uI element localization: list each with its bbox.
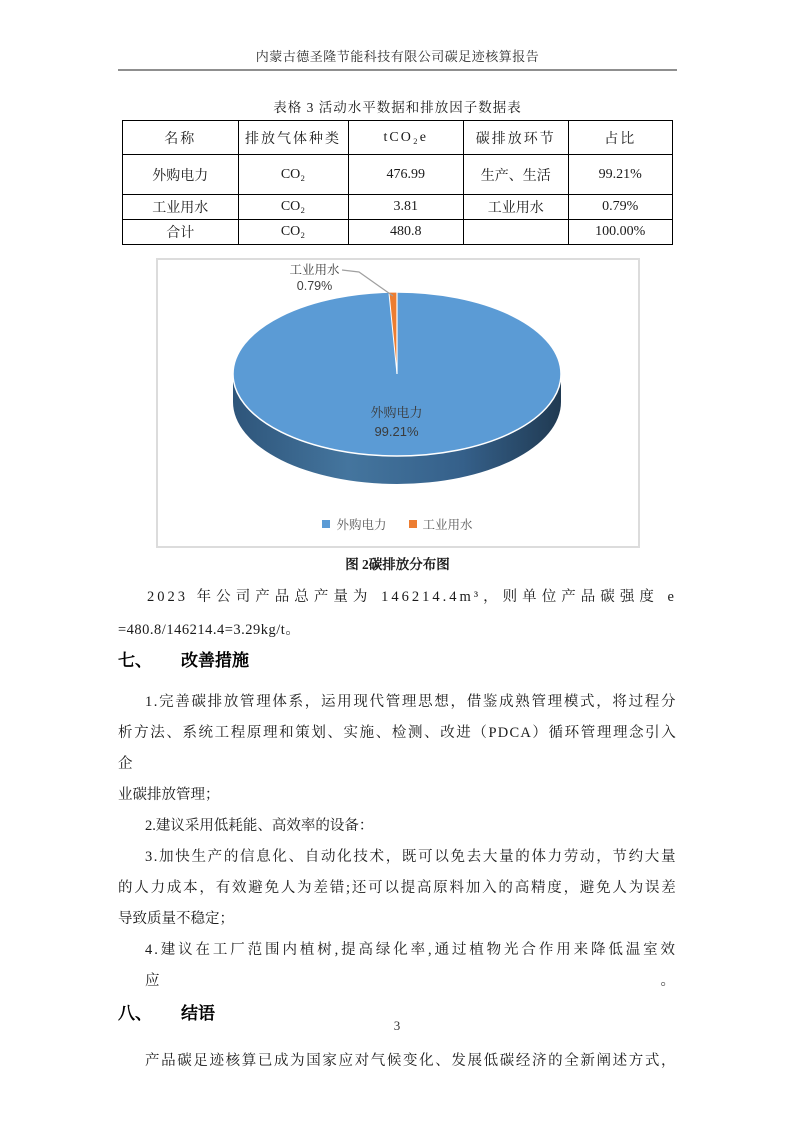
section-heading-improvements [118, 649, 677, 673]
table-header-row [123, 121, 673, 155]
heading-title: 结语 [181, 1004, 215, 1023]
column-header-name: 名称 [123, 121, 239, 155]
paragraph-line: 业碳排放管理； [118, 787, 220, 803]
paragraph-line: 1.完善碳排放管理体系，运用现代管理思想，借鉴成熟管理模式，将过程分 [145, 694, 677, 710]
figure-caption: 图 2碳排放分布图 [345, 557, 450, 572]
cell-name: 工业用水 [123, 195, 239, 220]
callout-value: 0.79% [296, 279, 333, 293]
heading-number: 八、 [118, 1004, 152, 1023]
pie-inner-label-electricity [341, 403, 453, 441]
legend-swatch-blue-icon [322, 520, 330, 528]
paragraph-line: 4.建议在工厂范围内植树,提高绿化率,通过植物光合作用来降低温室效应。 [145, 942, 677, 989]
cell-gas: CO₂ [238, 195, 348, 220]
cell-stage: 生产、生活 [464, 155, 569, 195]
column-header-tco2e: tCO₂e [348, 121, 464, 155]
cell-share: 100.00% [568, 220, 673, 245]
table-row-total [123, 220, 673, 245]
improvement-measures-list [118, 687, 677, 997]
pie-label-name: 外购电力 [370, 405, 423, 420]
paragraph-line: 导致质量不稳定； [118, 911, 234, 927]
pie-callout-water [274, 262, 356, 294]
cell-tco2e: 476.99 [348, 155, 464, 195]
cell-tco2e: 480.8 [348, 220, 464, 245]
paragraph-line: =480.8/146214.4=3.29kg/t。 [118, 622, 301, 638]
paragraph-line: 2023 年公司产品总产量为 146214.4m³，则单位产品碳强度 e [147, 589, 677, 605]
page-number: 3 [393, 1018, 401, 1033]
table-row [123, 155, 673, 195]
cell-tco2e: 3.81 [348, 195, 464, 220]
legend-item-water [409, 515, 473, 533]
paragraph-line: 产品碳足迹核算已成为国家应对气候变化、发展低碳经济的全新阐述方式， [145, 1053, 677, 1069]
cell-stage [464, 220, 569, 245]
table-row [123, 195, 673, 220]
legend-label: 外购电力 [336, 518, 387, 532]
intro-paragraph [118, 581, 677, 647]
activity-data-table [122, 120, 673, 245]
column-header-gas: 排放气体种类 [238, 121, 348, 155]
cell-gas: CO₂ [238, 155, 348, 195]
page-content [118, 0, 677, 1077]
pie-chart [156, 258, 640, 548]
cell-name: 外购电力 [123, 155, 239, 195]
paragraph-line: 析方法、系统工程原理和策划、实施、检测、改进（PDCA）循环管理理念引入企 [118, 725, 677, 772]
column-header-share: 占比 [568, 121, 673, 155]
legend-label: 工业用水 [422, 518, 473, 532]
document-header-title: 内蒙古德圣隆节能科技有限公司碳足迹核算报告 [255, 49, 540, 64]
cell-gas: CO₂ [238, 220, 348, 245]
column-header-stage: 碳排放环节 [464, 121, 569, 155]
heading-number: 七、 [118, 651, 152, 670]
paragraph-line: 2.建议采用低耗能、高效率的设备： [145, 818, 374, 834]
chart-legend [158, 515, 638, 533]
paragraph-line: 的人力成本，有效避免人为差错;还可以提高原料加入的高精度，避免人为误差 [118, 880, 677, 896]
paragraph-line: 3.加快生产的信息化、自动化技术，既可以免去大量的体力劳动，节约大量 [145, 849, 677, 865]
legend-swatch-orange-icon [409, 520, 417, 528]
legend-item-electricity [322, 515, 386, 533]
pie-label-value: 99.21% [374, 424, 419, 439]
cell-stage: 工业用水 [464, 195, 569, 220]
callout-label: 工业用水 [289, 263, 340, 277]
cell-share: 99.21% [568, 155, 673, 195]
table-caption: 表格 3 活动水平数据和排放因子数据表 [273, 100, 522, 115]
cell-name: 合计 [123, 220, 239, 245]
conclusion-paragraph [118, 1046, 677, 1077]
heading-title: 改善措施 [181, 651, 249, 670]
cell-share: 0.79% [568, 195, 673, 220]
